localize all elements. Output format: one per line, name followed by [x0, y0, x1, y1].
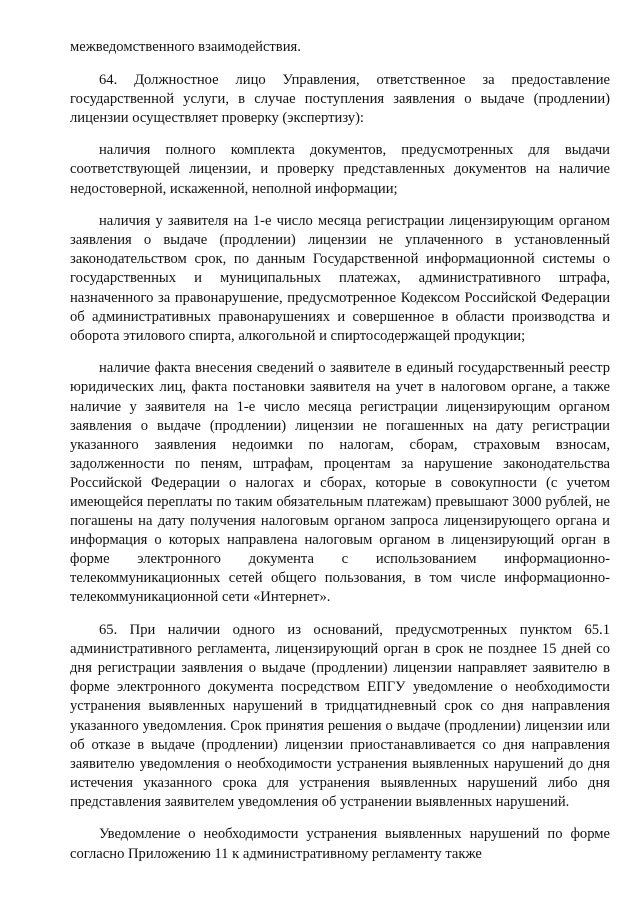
paragraph-item-64: 64. Должностное лицо Управления, ответственное за предоставление государственной услуги, в случае поступления заявления о выдаче (продлении) лицензии осуществляет проверку (экспертизу):: [70, 71, 610, 126]
paragraph-continuation: межведомственного взаимодействия.: [70, 39, 301, 55]
paragraph-check-fines: наличия у заявителя на 1-е число месяца регистрации лицензирующим органом заявления о выдаче (продлении) лицензии не уплаченного в установленный законодательством срок, по данным Государственной информационной системы о государственных и муниципальных платежах, административного штрафа, назначенного за правонарушение, предусмотренное Кодексом Российской Федерации об административных правонарушениях и совершенное в области производства и оборота этилового спирта, алкогольной и спиртосодержащей продукции;: [70, 213, 610, 344]
paragraph-check-documents: наличия полного комплекта документов, предусмотренных для выдачи соответствующей лицензии, и проверку представленных документов на наличие недостоверной, искаженной, неполной информации;: [70, 142, 610, 197]
paragraph-item-65: 65. При наличии одного из оснований, предусмотренных пунктом 65.1 административного регламента, лицензирующий орган в срок не позднее 15 дней со дня регистрации заявления о выдаче (продлении) лицензии направляет заявителю в форме электронного документа посредством ЕПГУ уведомление о необходимости устранения выявленных нарушений в тридцатидневный срок со дня направления указанного уведомления. Срок принятия решения о выдаче (продлении) лицензии или об отказе в выдаче (продлении) лицензии приостанавливается со дня направления заявителю уведомления о необходимости устранения выявленных нарушений до дня истечения указанного срока для устранения выявленных нарушений либо дня представления заявителем уведомления об устранении выявленных нарушений.: [70, 622, 610, 810]
paragraph-notification: Уведомление о необходимости устранения выявленных нарушений по форме согласно Приложению 11 к административному регламенту также: [70, 826, 610, 862]
paragraph-check-tax-debts: наличие факта внесения сведений о заявителе в единый государственный реестр юридических лиц, факта постановки заявителя на учет в налоговом органе, а также наличие у заявителя на 1-е число месяца регистрации лицензирующим органом заявления о выдаче (продлении) лицензии не погашенных на дату регистрации указанного заявления недоимки по налогам, сборам, страховым взносам, задолженности по пеням, штрафам, процентам за нарушение законодательства Российской Федерации о налогах и сборах, которые в совокупности (с учетом имеющейся переплаты по таким обязательным платежам) превышают 3000 рублей, не погашены на дату получения налоговым органом запроса лицензирующего органа и информация о которых направлена налоговым органом в лицензирующий орган в форме электронного документа с использованием информационно-телекоммуникационных сетей общего пользования, в том числе информационно-телекоммуникационной сети «Интернет».: [70, 360, 610, 606]
